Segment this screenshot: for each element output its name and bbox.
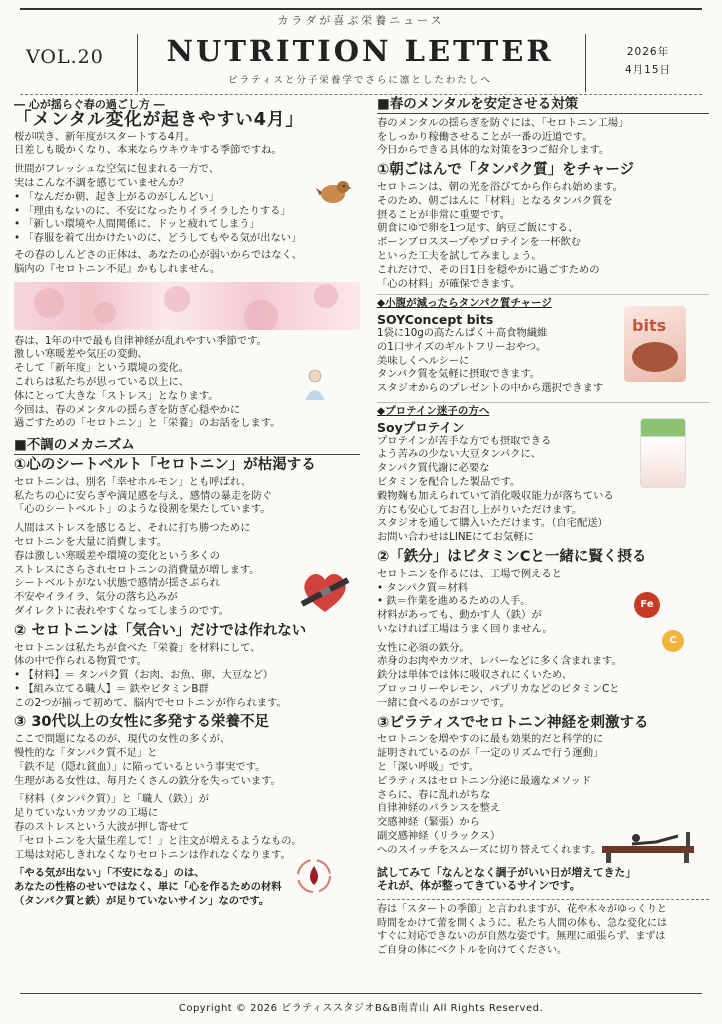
volume-number: VOL.20	[26, 46, 104, 68]
deficiency-text: ここで問題になるのが、現代の女性の多くが、 慢性的な「タンパク質不足」と 「鉄不足（隠れ貧血）」に陥っているという事実です。 生理がある女性は、毎月たくさんの鉄分を失っています。	[14, 733, 281, 787]
article-lead: ― 心が揺らぐ春の過ごし方 ―	[14, 98, 165, 111]
product-name: Soyプロテイン	[377, 419, 465, 435]
list-item: • 【材料】＝ タンパク質（お肉、お魚、卵、大豆など）	[14, 669, 360, 683]
soy-protein-product-image	[640, 418, 686, 488]
left-column	[14, 98, 360, 909]
season-text: 春は、1年の中で最も自律神経が乱れやすい季節です。 激しい寒暖差や気圧の変動、 そして「新年度」という環境の変化。 これらは私たちが思っている以上に、 体にとって大きな「ストレス」となります。 今回は、春のメンタルの揺らぎを防ぎ心穏やかに 過ごすための「セロトニン」と「栄養」のお話をします。	[14, 334, 281, 430]
stress-text: 人間はストレスを感じると、それに打ち勝つために セロトニンを大量に消費します。 春は激しい寒暖差や環境の変化という多くの ストレスにさらされセロトニンの消費量が増します。 シートベルトがない状態で感情が揺さぶられ 不安やイライラ、気分の落ち込みが ダイレクトに表れやすくなってしまうのです。	[14, 522, 260, 617]
list-item: • 「理由もないのに、不安になったりイライラしたりする」	[14, 205, 360, 219]
heart-seatbelt-icon	[300, 568, 350, 614]
note-text: 春は「スタートの季節」と言われますが、花や木々がゆっくりと 時間をかけて蕾を開くように、私たち人間の体も、急な変化には すぐに対応できないのが自然な姿です。無理に頑張らず、まずは ご自身の体にベクトルを向けてください。	[377, 904, 667, 957]
list-item: • 鉄＝作業を進めるための人手。	[377, 595, 709, 609]
header-divider	[137, 34, 138, 92]
iron-food-text: 女性に必須の鉄分。 赤身のお肉やカツオ、レバーなどに多く含まれます。 鉄分は単体では体に吸収されにくいため、 ブロッコリーやレモン、パプリカなどのビタミンCと 一緒に食べるのがコツです。	[377, 641, 622, 709]
product-description: プロテインが苦手な方でも摂取できる よう苦みの少ない大豆タンパクに、 タンパク質代謝に必要な ビタミンを配合した製品です。 穀物麹も加えられていて消化吸収能力が落ちている 方にも安心してお召し上がりいただけます。 スタジオを通して購入いただけます。（自宅配送） お問い合わせはLINEにてお気軽に	[377, 434, 614, 544]
cherry-blossom-image	[14, 282, 360, 330]
factory-text: 「材料（タンパク質）」と「職人（鉄）」が 足りていないカツカツの工場に 春のストレスという大波が押し寄せて 「セロトニンを大量生産して！」と注文が増えるようなもの。 工場は対応しきれなくなりセロトニンは作れなくなります。	[14, 793, 302, 861]
list-item: • タンパク質＝材料	[377, 582, 709, 596]
product-heading: ◆小腹が減ったらタンパク質チャージ	[377, 297, 552, 310]
header-divider	[585, 34, 586, 92]
section-heading: ②「鉄分」はビタミンCと一緒に賢く摂る	[377, 548, 647, 565]
product-name: SOYConcept bits	[377, 312, 494, 328]
header-rule	[20, 8, 702, 10]
pilates-reformer-icon	[596, 826, 700, 864]
product-description: 1袋に10gの高たんぱく＋高食物繊維 の1口サイズのギルトフリーおやつ。 美味しくヘルシーに タンパク質を気軽に摂取できます。 スタジオからのプレゼントの中から選択できます	[377, 326, 604, 395]
issue-date: 4月15日	[624, 64, 672, 76]
header-bottom-rule	[20, 94, 702, 95]
list-item: • 【組み立てる職人】＝ 鉄やビタミンB群	[14, 683, 360, 697]
symptom-list	[14, 191, 360, 246]
closing-text: 試してみて「なんとなく調子がいい日が増えてきた」 それが、体が整ってきているサインです。	[377, 865, 637, 893]
note-box	[377, 899, 709, 957]
person-icon	[300, 368, 330, 402]
section-heading: ①朝ごはんで「タンパク質」をチャージ	[377, 162, 635, 179]
iron-icon: Fe	[634, 592, 660, 618]
vitamin-c-icon: C	[662, 630, 684, 652]
nutrition-summary: この2つが揃って初めて、脳内でセロトニンが作られます。	[14, 696, 287, 709]
list-item: • 「春服を着て出かけたいのに、どうしてもやる気が出ない」	[14, 232, 360, 246]
ingredient-list	[14, 669, 360, 697]
bird-icon	[316, 178, 352, 206]
list-item: • 「なんだか朝、起き上がるのがしんどい」	[14, 191, 360, 205]
page-title: NUTRITION LETTER	[166, 34, 554, 68]
cause-text: その春のしんどさの正体は、あなたの心が弱いからではなく、 脳内の『セロトニン不足』かもしれません。	[14, 248, 303, 275]
conclusion-text: 「やる気が出ない」「不安になる」のは、 あなたの性格のせいではなく、単に「心を作るための材料 （タンパク質と鉄）が足りていないサイン」なのです。	[14, 867, 282, 908]
serotonin-role-text: セロトニンは、別名「幸せホルモン」とも呼ばれ、 私たちの心に安らぎや満足感を与え、感情の暴走を防ぐ 「心のシートベルト」のような役割を果たしています。	[14, 475, 273, 516]
intro-text: 桜が咲き、新年度がスタートする4月。 日差しも暖かくなり、本来ならウキウキする季節ですね。	[14, 130, 282, 157]
pilates-text: セロトニンを増やすのに最も効果的だと科学的に 証明されているのが「一定のリズムで行う運動」 と「深い呼吸」です。 ピラティスはセロトニン分泌に最適なメソッド さらに、春に乱れがちな 自律神経のバランスを整え 交感神経（緊張）から 副交感神経（リラックス） へのスイッチをスムーズに切り替えてくれます。	[377, 733, 604, 856]
mechanism-heading: ■不調のメカニズム	[14, 439, 360, 455]
product-heading: ◆プロテイン迷子の方へ	[377, 404, 490, 417]
nutrition-text: セロトニンは私たちが食べた「栄養」を材料にして、 体の中で作られる物質です。	[14, 641, 261, 668]
section-heading: ② セロトニンは「気合い」だけでは作れない	[14, 622, 307, 639]
iron-intro: セロトニンを作るには、工場で例えると	[377, 567, 562, 580]
section-heading: ①心のシートベルト「セロトニン」が枯渇する	[14, 456, 316, 473]
breakfast-text: セロトニンは、朝の光を浴びてから作られ始めます。 そのため、朝ごはんに「材料」となるタンパク質を 摂ることが非常に重要です。 朝食にゆで卵を1つ足す、納豆ご飯にする、 ボーンブロススープやプロテインを一杯飲む といった工夫を試してみましょう。 これだけで、その日1日を穏やかに過ごすための 「心の材料」が確保できます。	[377, 180, 623, 290]
footer-rule	[20, 993, 702, 994]
copyright-text: Copyright © 2026 ピラティススタジオB&B南青山 All Rights Reserved.	[178, 1003, 544, 1014]
list-item: • 「新しい環境や人間関係に、ドッと疲れてしまう」	[14, 218, 360, 232]
measures-intro: 春のメンタルの揺らぎを防ぐには、「セロトニン工場」 をしっかり稼働させることが一番の近道です。 今日からできる具体的な対策を3つご紹介します。	[377, 116, 629, 157]
section-heading: ③ 30代以上の女性に多発する栄養不足	[14, 714, 270, 731]
soy-bits-product-image: bits	[624, 306, 686, 382]
iron-text: 材料があっても、動かす人（鉄）が いなければ工場はうまく回りません。	[377, 609, 553, 635]
article-title: 「メンタル変化が起きやすい4月」	[14, 109, 304, 130]
measures-heading: ■春のメンタルを安定させる対策	[377, 98, 709, 114]
blood-drop-icon	[296, 858, 332, 894]
issue-year: 2026年	[626, 46, 670, 58]
header-kicker: カラダが喜ぶ栄養ニュース	[277, 14, 445, 27]
section-heading: ③ピラティスでセロトニン神経を刺激する	[377, 714, 649, 731]
question-text: 世間がフレッシュな空気に包まれる一方で、 実はこんな不調を感じていませんか？	[14, 163, 220, 189]
page-subtitle: ピラティスと分子栄養学でさらに凛としたわたしへ	[228, 75, 492, 86]
